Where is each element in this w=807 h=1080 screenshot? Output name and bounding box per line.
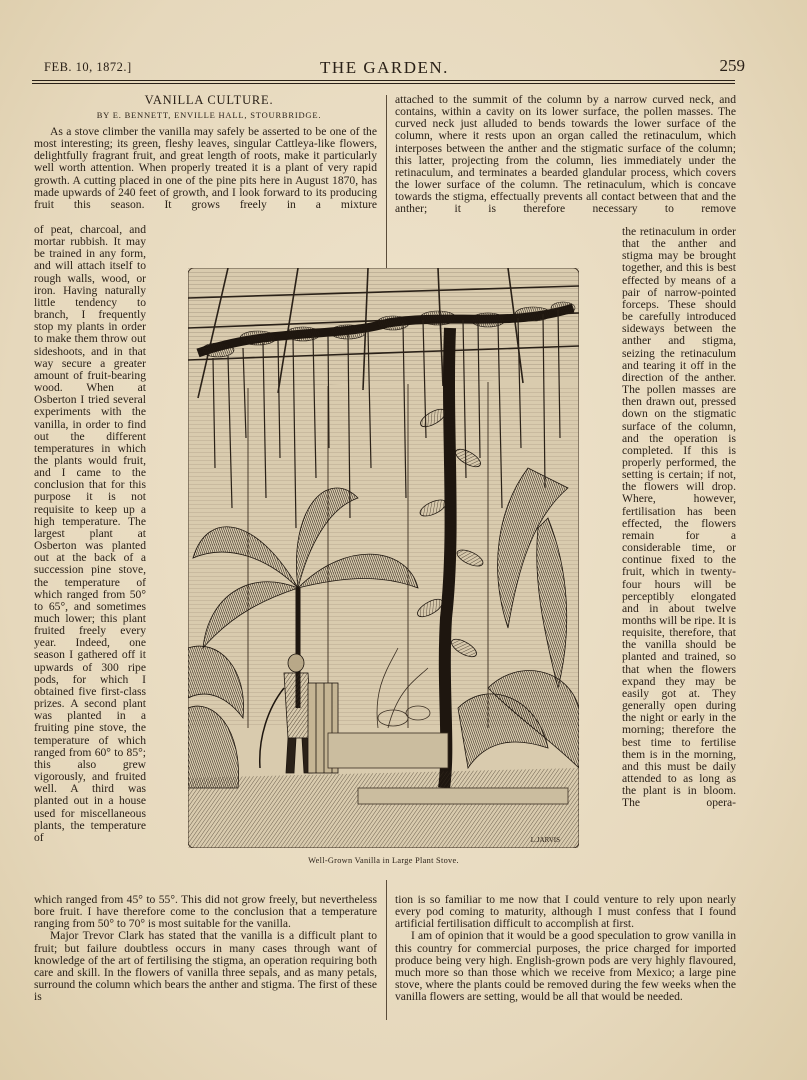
page-header bbox=[32, 56, 745, 80]
column2-bottom-paragraph: tion is so familiar to me now that I could venture to rely upon nearly every pod coming to maturity, although I must confess that I found artificial fertilisation difficult to accomplish at first. bbox=[395, 893, 736, 931]
column2-narrow-text: the retinaculum in order that the anther and stigma may be brought together, and this is best effected by means of a pair of narrow-pointed forceps. These should be carefully introduced sideways between the anther and stigma, seizing the retinaculum and tearing it off in the direction of the anther. The pollen masses are then drawn out, pressed down on the stigmatic surface of the column, and the operation is completed. If this is properly performed, the setting is certain; if not, the flowers will drop. Where, however, fertilisation has been effected, the flowers remain for a considerable time, or continue fixed to the fruit, which in twenty-four hours will be perceptibly elongated and in about twelve months will be ripe. It is requisite, therefore, that the vanilla should be planted and trained, so that when the flowers expand they may be easily got at. They generally open during the night or early in the morning; therefore the best time to fertilise them is in the morning, and this must be daily attended to as long as the plant is in bloom. The opera- bbox=[622, 225, 736, 810]
header-rule bbox=[32, 80, 735, 81]
column-divider bbox=[386, 95, 387, 270]
column2-top-paragraph: attached to the summit of the column by a narrow curved neck, and contains, within a cavity on its lower surface, the pollen masses. The curved neck just alluded to bends towards the lower surface of the column, where it rests upon an organ called the retinaculum, which interposes between the anther and the stigmatic surface of the column; this latter, projecting from the column, lies immediately under the retinaculum, and terminates a bearded glandular process, which covers the lower surface of the column. The retinaculum, which is concave towards the stigma, effectually prevents all contact between that and the anther; it is therefore necessary to remove bbox=[395, 93, 736, 216]
illustration-caption: Well-Grown Vanilla in Large Plant Stove. bbox=[308, 856, 459, 865]
article-byline: BY E. BENNETT, ENVILLE HALL, STOURBRIDGE. bbox=[96, 110, 322, 120]
article-title: VANILLA CULTURE. bbox=[144, 93, 274, 107]
column1-bottom-paragraph: which ranged from 45° to 55°. This did not grow freely, but nevertheless bore fruit. I have therefore come to the conclusion that a temperature ranging from 50° to 70° is most suitable for the vanilla. bbox=[34, 893, 377, 931]
header-title: THE GARDEN. bbox=[320, 58, 449, 77]
header-rule-thin bbox=[32, 83, 735, 84]
column1-bottom-text bbox=[34, 894, 377, 1003]
page-number: 259 bbox=[719, 56, 745, 75]
header-date: FEB. 10, 1872.] bbox=[44, 60, 132, 74]
vanilla-stove-engraving bbox=[188, 268, 579, 848]
column1-bottom-paragraph: Major Trevor Clark has stated that the vanilla is a difficult plant to fruit; but failure doubtless occurs in many cases through want of knowledge of the art of fertilising the stigma, an operation requiring both care and skill. In the flowers of vanilla three sepals, and as many petals, surround the column which bears the anther and stigma. The first of these is bbox=[34, 929, 377, 1004]
column2-bottom-text bbox=[395, 894, 736, 1003]
engraver-signature: L.JARVIS bbox=[530, 836, 560, 844]
column2-bottom-paragraph: I am of opinion that it would be a good speculation to grow vanilla in this country for commercial purposes, the price charged for imported produce being very high. English-grown pods are very highly flavoured, much more so than those which we receive from Mexico; a large pine stove, where the plants could be removed during the few weeks when the vanilla flowers are setting, would be all that would be needed. bbox=[395, 929, 736, 1004]
column-divider bbox=[386, 880, 387, 1020]
column1-narrow-text: of peat, charcoal, and mortar rubbish. It may be trained in any form, and will attach itself to rough walls, wood, or iron. Having naturally little tendency to branch, I frequently stop my plants in order to make them throw out sideshoots, and in that way secure a greater amount of fruit-bearing wood. When at Osberton I tried several experiments with the vanilla, in order to find out the different temperatures in which the plants would fruit, and I came to the conclusion that for this purpose it is not requisite to keep up a high temperature. The largest plant at Osberton was planted out at the back of a succession pine stove, the temperature of which ranged from 50° to 65°, and sometimes much lower; this plant fruited freely every year. Indeed, one season I gathered off it upwards of 300 ripe pods, for which I obtained five first-class prizes. A second plant was planted in a fruiting pine stove, the temperature of which ranged from 60° to 85°; this also grew vigorously, and fruited well. A third was planted out in a house used for miscellaneous plants, the temperature of bbox=[34, 223, 146, 844]
column1-top-paragraph: As a stove climber the vanilla may safely be asserted to be one of the most interesting; its green, fleshy leaves, singular Cattleya-like flowers, delightfully fragrant fruit, and great length of roots, make it particularly well worth attention. When properly treated it is a plant of very rapid growth. A cutting placed in one of the pine pits here in August 1870, has made upwards of 240 feet of growth, and I look forward to its producing fruit this season. It grows freely in a mixture bbox=[34, 125, 377, 211]
